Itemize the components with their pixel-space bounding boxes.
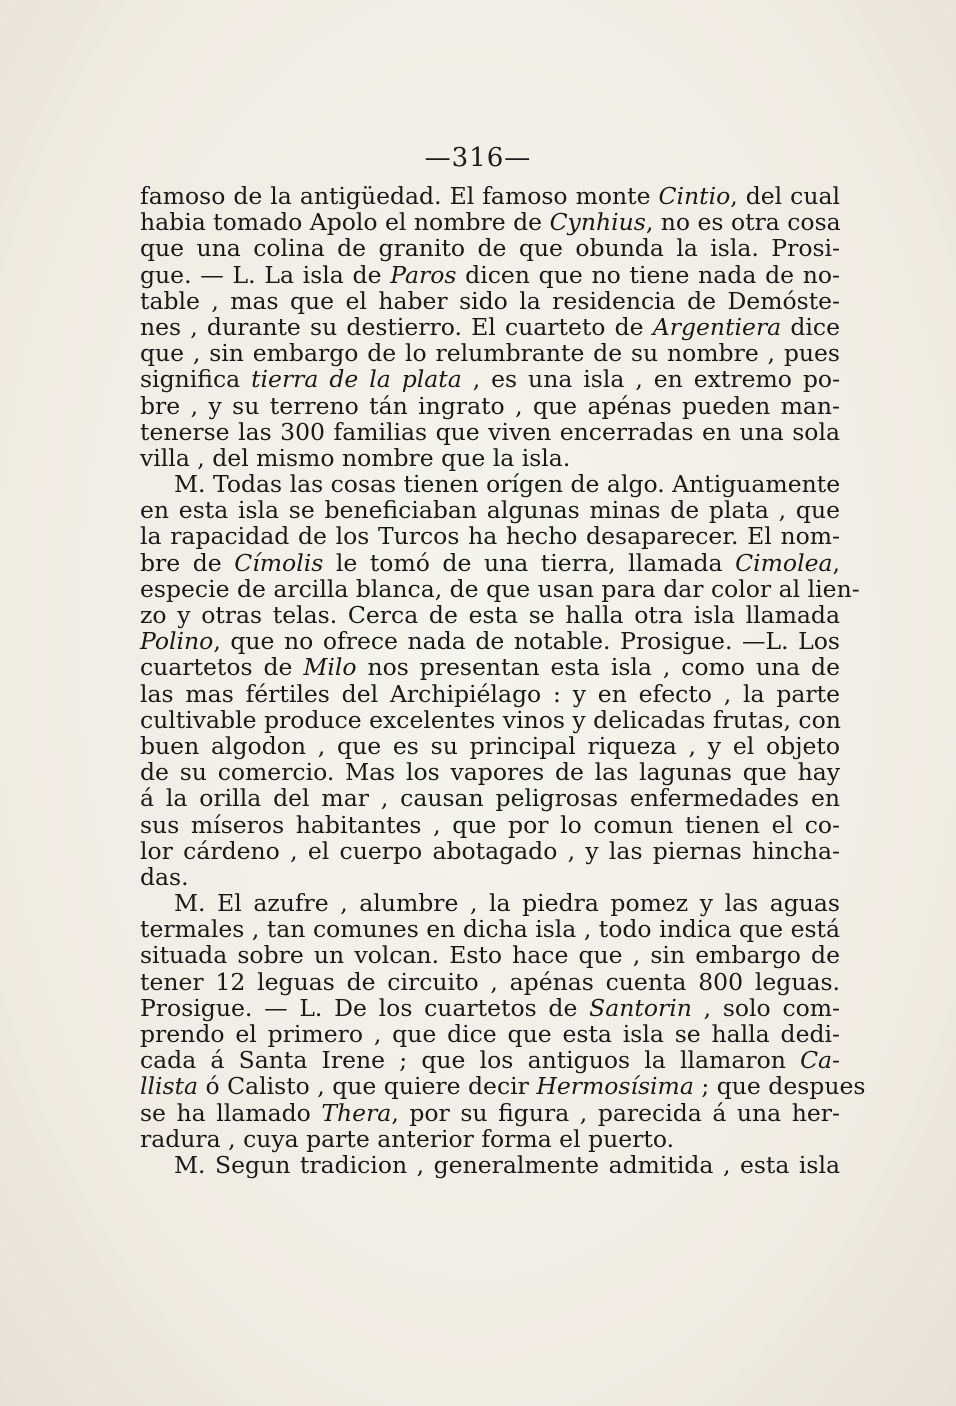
text-line — [140, 995, 840, 1021]
text-run: , — [832, 548, 840, 577]
text-run: las mas fértiles del Archipiélago : y en efecto , la parte — [140, 679, 840, 708]
italic-text: Hermosísima — [536, 1072, 694, 1101]
text-run: dice — [781, 312, 840, 341]
text-line — [140, 654, 840, 680]
text-line — [140, 523, 840, 549]
text-run: buen algodon , que es su principal riqueza , y el objeto — [140, 731, 840, 760]
text-line — [140, 1100, 840, 1126]
text-run: que , sin embargo de lo relumbrante de su nombre , pues — [140, 339, 840, 368]
text-run: cultivable produce excelentes vinos y delicadas frutas, con — [140, 705, 841, 734]
text-run: significa — [140, 365, 252, 394]
text-run: ; que despues — [693, 1072, 866, 1101]
text-line — [140, 209, 840, 235]
text-run: que una colina de granito de que obunda la isla. Prosi- — [140, 234, 840, 263]
text-line — [140, 628, 840, 654]
text-run: nos presentan esta isla , como una de — [356, 653, 840, 682]
italic-text: Cynhius — [549, 208, 646, 237]
text-line — [140, 1072, 866, 1101]
text-run: dicen que no tiene nada de no- — [456, 260, 840, 289]
text-run: M. Segun tradicion , generalmente admitida , esta isla — [174, 1150, 840, 1179]
text-line — [140, 1047, 840, 1073]
text-line — [140, 183, 840, 209]
text-run: nes , durante su destierro. El cuarteto de — [140, 312, 653, 341]
text-line — [140, 707, 840, 733]
text-line — [140, 602, 840, 628]
text-run: , es una isla , en extremo po- — [461, 365, 841, 394]
text-line — [140, 574, 860, 603]
italic-text: Cimolea — [735, 548, 833, 577]
text-run: cada á Santa Irene ; que los antiguos la llamaron — [140, 1046, 801, 1075]
text-run: M. Todas las cosas tienen orígen de algo. Antiguamente — [174, 470, 841, 499]
text-line — [140, 393, 840, 419]
text-run: habia tomado Apolo el nombre de — [140, 208, 550, 237]
text-run: tener 12 leguas de circuito , apénas cuenta 800 leguas. — [140, 967, 840, 996]
text-run: , por su figura , parecida á una her- — [391, 1098, 840, 1127]
text-run: , solo com- — [691, 993, 840, 1022]
text-run: la rapacidad de los Turcos ha hecho desaparecer. El nom- — [140, 522, 840, 551]
page-number: —316— — [424, 143, 532, 173]
italic-text: Polino — [140, 627, 214, 656]
text-line — [140, 419, 840, 445]
text-line — [140, 235, 840, 261]
text-line — [140, 366, 840, 392]
text-run: á la orilla del mar , causan peligrosas enfermedades en — [140, 784, 840, 813]
text-run: villa , del mismo nombre que la isla. — [140, 443, 571, 472]
text-line — [140, 1152, 840, 1178]
text-run: M. El azufre , alumbre , la piedra pomez y las aguas — [174, 889, 840, 918]
text-run: especie de arcilla blanca, de que usan para dar color al lien- — [140, 574, 860, 603]
text-line — [140, 1126, 840, 1152]
text-run: lor cárdeno , el cuerpo abotagado , y las piernas hincha- — [140, 836, 840, 865]
text-run: bre , y su terreno tán ingrato , que apénas pueden man- — [140, 391, 840, 420]
text-run: cuartetos de — [140, 653, 304, 682]
text-run: table , mas que el haber sido la residencia de Demóste- — [140, 286, 840, 315]
text-line — [140, 1021, 840, 1047]
italic-text: Milo — [303, 653, 357, 682]
text-run: situada sobre un volcan. Esto hace que , sin embargo de — [140, 941, 840, 970]
text-line — [140, 550, 840, 576]
text-line — [140, 785, 840, 811]
text-line — [140, 969, 840, 995]
text-run: prendo el primero , que dice que esta isla se halla dedi- — [140, 1020, 840, 1048]
text-run: termales , tan comunes en dicha isla , todo indica que está — [140, 915, 840, 944]
text-run: radura , cuya parte anterior forma el puerto. — [140, 1124, 675, 1153]
italic-text: Ca- — [800, 1046, 840, 1075]
italic-text: Santorin — [589, 993, 692, 1022]
text-line — [140, 497, 840, 523]
italic-text: tierra de la plata — [251, 365, 462, 394]
body-text — [140, 182, 866, 1179]
text-run: zo y otras telas. Cerca de esta se halla otra isla llamada — [140, 601, 840, 629]
text-run: gue. — L. La isla de — [140, 260, 391, 289]
text-run: ó Calisto , que quiere decir — [198, 1072, 537, 1101]
text-run: bre de — [140, 548, 235, 577]
italic-text: Thera — [321, 1098, 392, 1127]
text-run: se ha llamado — [140, 1098, 322, 1127]
text-line — [140, 942, 840, 968]
text-run: , que no ofrece nada de notable. Prosigue. —L. Los — [213, 627, 840, 656]
text-run: en esta isla se beneficiaban algunas minas de plata , que — [140, 496, 840, 525]
text-run: das. — [140, 862, 189, 891]
text-line — [140, 838, 840, 864]
text-run: Prosigue. — L. De los cuartetos de — [140, 993, 590, 1022]
text-run: famoso de la antigüedad. El famoso monte — [140, 182, 659, 210]
text-line — [140, 262, 840, 288]
italic-text: llista — [140, 1072, 199, 1101]
text-line — [140, 340, 840, 366]
text-run: de su comercio. Mas los vapores de las lagunas que hay — [140, 758, 840, 787]
text-line — [140, 681, 840, 707]
text-line — [140, 759, 840, 785]
text-line — [140, 812, 840, 838]
italic-text: Argentiera — [652, 312, 782, 341]
italic-text: Paros — [390, 260, 457, 289]
text-run: sus míseros habitantes , que por lo comun tienen el co- — [140, 810, 840, 839]
text-run: , del cual — [730, 182, 841, 210]
text-line — [140, 890, 840, 916]
text-line — [140, 288, 840, 314]
text-line — [140, 471, 840, 497]
italic-text: Cintio — [658, 182, 731, 210]
text-line — [140, 916, 840, 942]
text-line — [140, 864, 840, 890]
text-line — [140, 314, 840, 340]
text-line — [140, 445, 840, 471]
text-line — [140, 733, 840, 759]
italic-text: Címolis — [234, 548, 324, 577]
text-run: tenerse las 300 familias que viven encerradas en una sola — [140, 417, 840, 446]
text-run: , no es otra cosa — [645, 208, 841, 237]
text-run: le tomó de una tierra, llamada — [323, 548, 736, 577]
